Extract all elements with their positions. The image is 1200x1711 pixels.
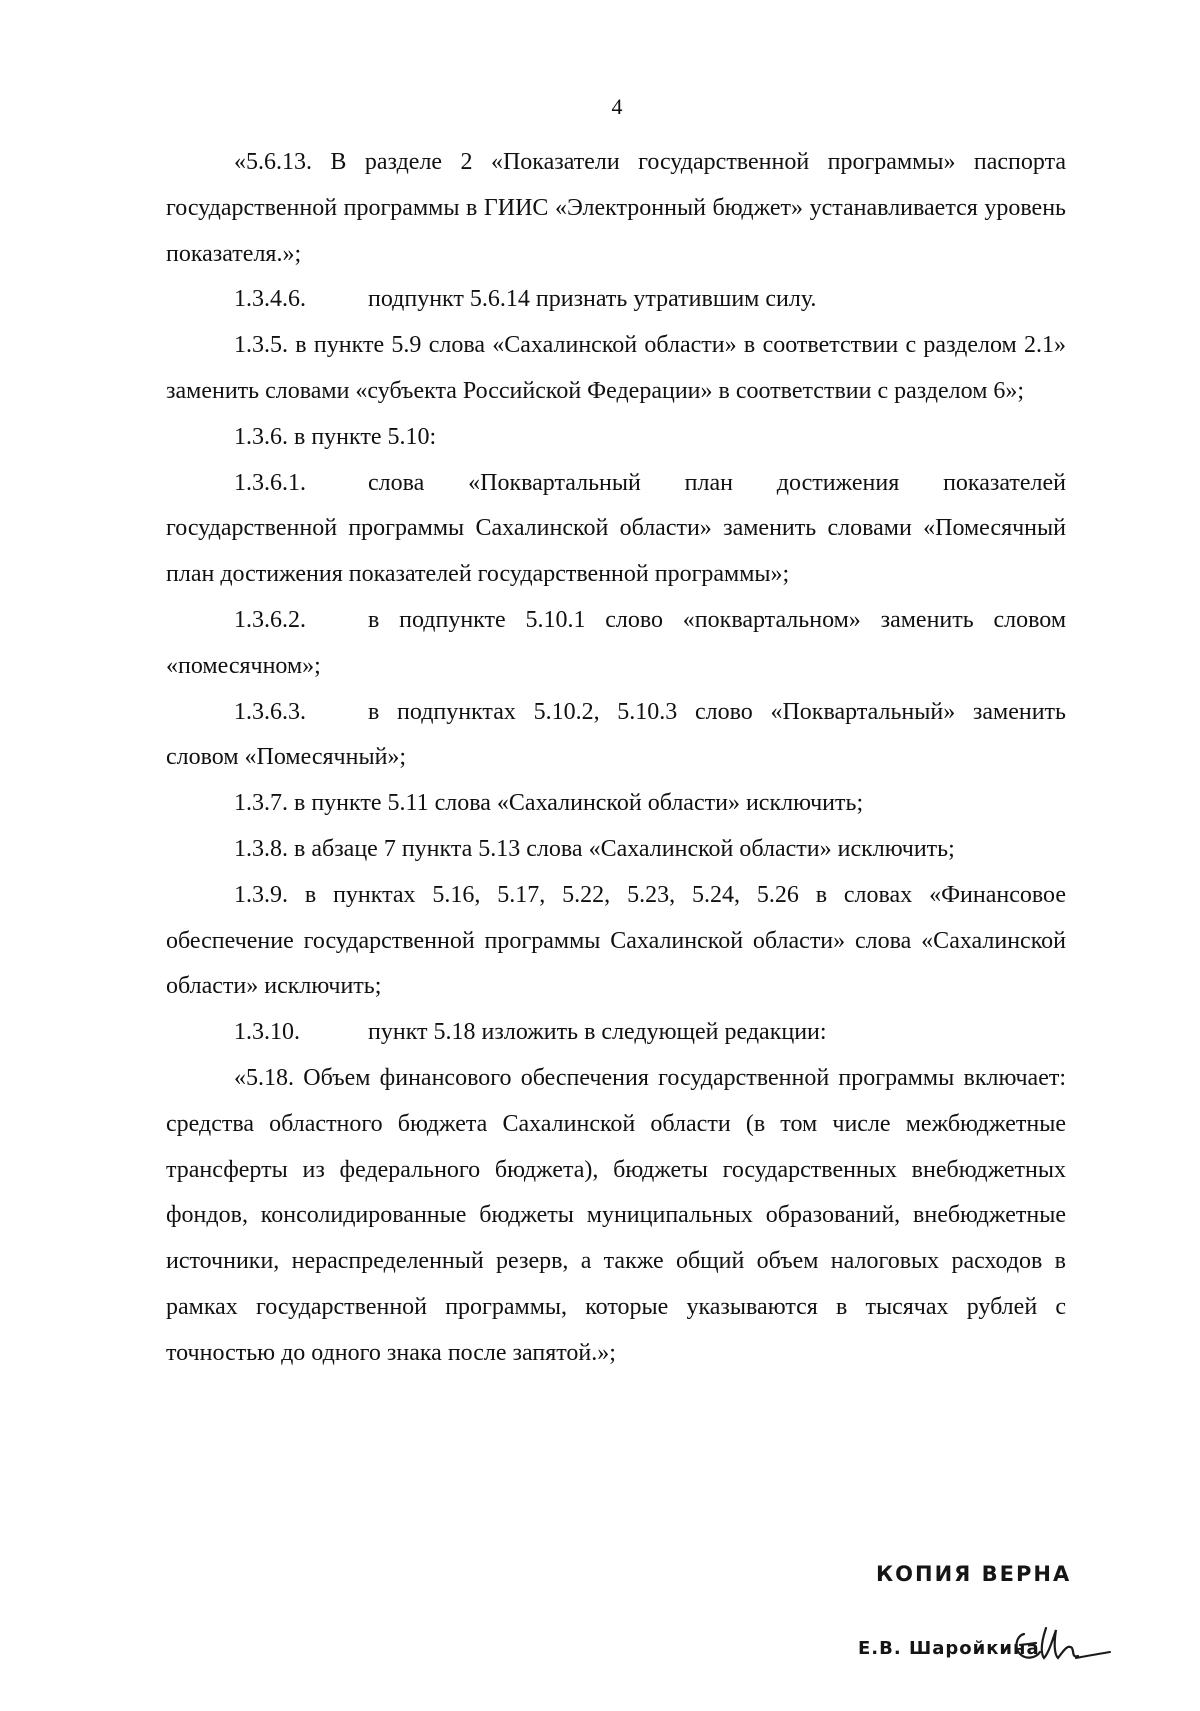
item-number: 1.3.6.3.	[234, 698, 306, 725]
item-text: пункт 5.18 изложить в следующей редакции:	[368, 1019, 827, 1046]
handwritten-signature	[1006, 1614, 1116, 1674]
item-text-first-line: слова «Поквартальный план достижения показателей	[368, 469, 1066, 496]
paragraph-1-3-8: 1.3.8. в абзаце 7 пункта 5.13 слова «Сахалинской области» исключить;	[234, 835, 955, 862]
item-1-3-6-3	[166, 690, 1066, 782]
paragraph-1-3-7: 1.3.7. в пункте 5.11 слова «Сахалинской области» исключить;	[234, 790, 864, 817]
item-number: 1.3.6.2.	[234, 606, 306, 633]
item-1-3-6-2	[166, 598, 1066, 690]
item-1-3-6-1	[166, 461, 1066, 598]
item-text-first-line: в подпункте 5.10.1 слово «поквартальном» заменить словом	[368, 606, 1066, 633]
item-number: 1.3.4.6.	[234, 286, 306, 313]
page-number: 4	[611, 94, 623, 119]
paragraph-5-6-13: «5.6.13. В разделе 2 «Показатели государственной программы» паспорта государственной программы в ГИИС «Электронный бюджет» устанавливается уровень показателя.»;	[166, 149, 1066, 267]
item-text-continuation: словом «Помесячный»;	[166, 744, 407, 771]
item-text-continuation: «помесячном»;	[166, 652, 321, 679]
paragraph-1-3-6: 1.3.6. в пункте 5.10:	[234, 423, 437, 450]
item-text: подпункт 5.6.14 признать утратившим силу.	[368, 286, 817, 313]
copy-certified-stamp: КОПИЯ ВЕРНА	[876, 1562, 1072, 1586]
paragraph-1-3-5: 1.3.5. в пункте 5.9 слова «Сахалинской области» в соответствии с разделом 2.1» заменить словами «субъекта Российской Федерации» в соответствии с разделом 6»;	[166, 332, 1066, 404]
signer-name: Е.В. Шаройкина	[858, 1638, 1040, 1659]
paragraph-5-18: «5.18. Объем финансового обеспечения государственной программы включает: средства областного бюджета Сахалинской области (в том числе межбюджетные трансферты из федерального бюджета), бюджеты государственных внебюджетных фондов, консолидированные бюджеты муниципальных образований, внебюджетные источники, нераспределенный резерв, а также общий объем налоговых расходов в рамках государственной программы, которые указываются в тысячах рублей с точностью до одного знака после запятой.»;	[166, 1064, 1066, 1366]
item-number: 1.3.10.	[234, 1019, 300, 1046]
item-1-3-4-6	[166, 277, 1066, 323]
item-number: 1.3.6.1.	[234, 469, 306, 496]
document-body	[166, 140, 1066, 1377]
item-text-continuation: государственной программы Сахалинской области» заменить словами «Помесячный план достижения показателей государственной программы»;	[166, 515, 1066, 588]
paragraph-1-3-9: 1.3.9. в пунктах 5.16, 5.17, 5.22, 5.23, 5.24, 5.26 в словах «Финансовое обеспечение государственной программы Сахалинской области» слова «Сахалинской области» исключить;	[166, 881, 1066, 1000]
item-text-first-line: в подпунктах 5.10.2, 5.10.3 слово «Поквартальный» заменить	[368, 698, 1066, 725]
item-1-3-10	[166, 1010, 1066, 1056]
